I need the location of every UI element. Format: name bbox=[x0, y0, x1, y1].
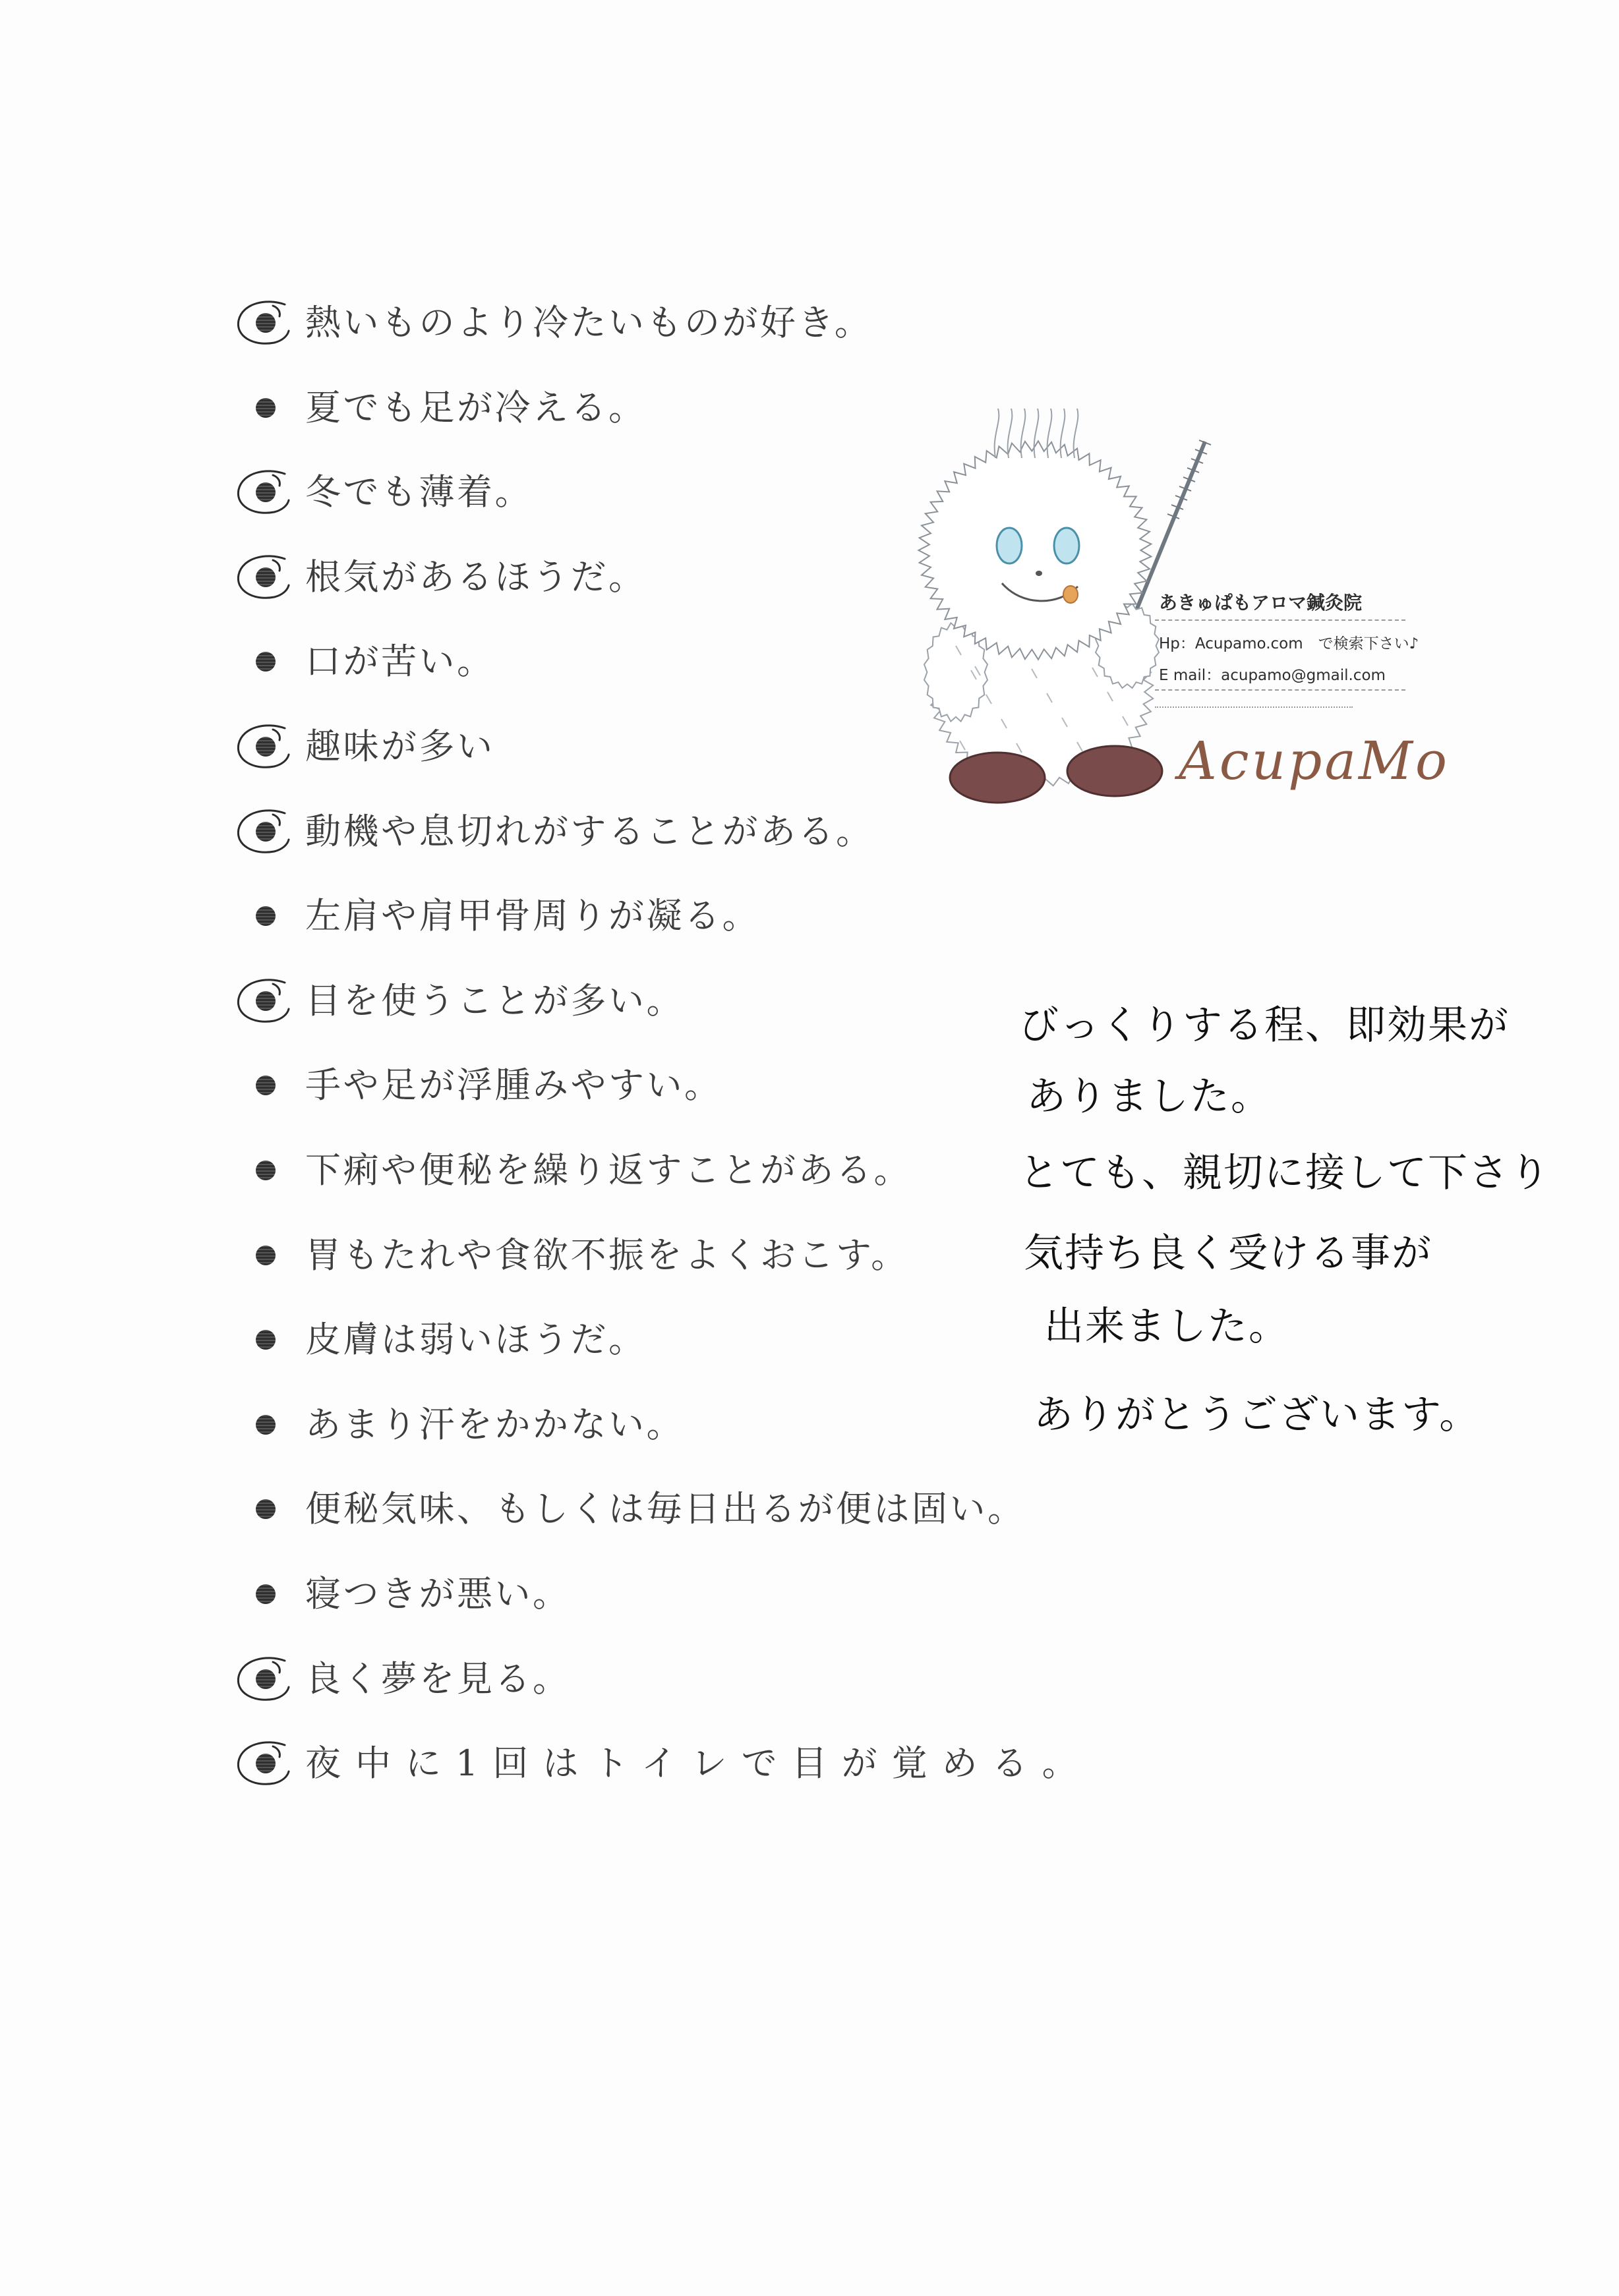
checklist-item-text: 熱いものより冷たいものが好き。 bbox=[305, 302, 873, 343]
mascot-foot bbox=[1067, 746, 1162, 796]
bullet-icon bbox=[256, 313, 276, 333]
checklist-item-text: 皮膚は弱いほうだ。 bbox=[305, 1319, 647, 1361]
mascot-eye bbox=[997, 528, 1022, 563]
bullet-icon bbox=[256, 1246, 276, 1265]
bullet-icon bbox=[256, 737, 276, 757]
bullet-icon bbox=[256, 1584, 276, 1604]
bullet-icon bbox=[256, 1076, 276, 1095]
bullet-icon bbox=[256, 567, 276, 587]
stamp-divider bbox=[1155, 619, 1405, 621]
bullet-icon bbox=[256, 1161, 276, 1180]
checklist-item-text: 口が苦い。 bbox=[305, 641, 495, 683]
checklist-item-text: 目を使うことが多い。 bbox=[305, 979, 684, 1021]
stamp-clinic-name: あきゅぱもアロマ鍼灸院 bbox=[1159, 592, 1363, 614]
mascot-tongue bbox=[1063, 586, 1078, 603]
checklist-row bbox=[224, 1721, 1213, 1806]
mascot-foot bbox=[950, 753, 1045, 803]
bullet-icon bbox=[256, 482, 276, 502]
checklist-row bbox=[224, 281, 1213, 366]
checklist-item-text: 手や足が浮腫みやすい。 bbox=[305, 1064, 722, 1106]
note-line: 出来ました。 bbox=[1044, 1304, 1289, 1350]
checklist-item-text: 動機や息切れがすることがある。 bbox=[305, 810, 874, 852]
checklist-item-text: 便秘気味、もしくは毎日出るが便は固い。 bbox=[305, 1488, 1026, 1530]
note-line: ありがとうございます。 bbox=[1034, 1392, 1481, 1438]
stamp-email: E mail：acupamo@gmail.com bbox=[1159, 667, 1386, 684]
note-line: ありました。 bbox=[1026, 1074, 1272, 1120]
checklist-row bbox=[224, 1467, 1213, 1552]
bullet-icon bbox=[256, 398, 276, 418]
checklist-row bbox=[224, 1637, 1213, 1722]
checklist-row bbox=[224, 874, 1213, 959]
checklist-item-text: あまり汗をかかない。 bbox=[305, 1403, 684, 1445]
checklist-item-text: 夏でも足が冷える。 bbox=[305, 386, 647, 428]
note-line: とても、親切に接して下さり bbox=[1019, 1150, 1550, 1196]
checklist-item-text: 下痢や便秘を繰り返すことがある。 bbox=[305, 1149, 912, 1191]
checklist-row bbox=[224, 1552, 1213, 1637]
mascot-nose bbox=[1036, 571, 1042, 576]
mascot-eye bbox=[1054, 528, 1079, 563]
checklist-item-text: 胃もたれや食欲不振をよくおこす。 bbox=[305, 1234, 909, 1276]
checklist-item-text: 根気があるほうだ。 bbox=[305, 556, 647, 598]
checklist-item-text: 冬でも薄着。 bbox=[305, 471, 533, 513]
checklist-item-text: 趣味が多い bbox=[305, 725, 495, 767]
stamp-website: Hp：Acupamo.com で検索下さい♪ bbox=[1159, 635, 1419, 652]
bullet-icon bbox=[256, 652, 276, 672]
stamp-signature: AcupaMo bbox=[1179, 730, 1450, 791]
note-line: びっくりする程、即効果が bbox=[1019, 1002, 1510, 1048]
bullet-icon bbox=[256, 991, 276, 1011]
checklist-item-text: 夜中に1回はトイレで目が覚める。 bbox=[305, 1742, 1092, 1785]
checklist-item-text: 左肩や肩甲骨周りが凝る。 bbox=[305, 895, 760, 937]
note-line: 気持ち良く受ける事が bbox=[1024, 1230, 1432, 1277]
bullet-icon bbox=[256, 1754, 276, 1773]
checklist-item-text: 良く夢を見る。 bbox=[305, 1657, 571, 1700]
stamp-divider bbox=[1155, 706, 1353, 708]
bullet-icon bbox=[256, 1669, 276, 1689]
checklist-item-text: 寝つきが悪い。 bbox=[305, 1572, 571, 1615]
bullet-icon bbox=[256, 906, 276, 926]
bullet-icon bbox=[256, 1330, 276, 1350]
bullet-icon bbox=[256, 822, 276, 842]
bullet-icon bbox=[256, 1415, 276, 1435]
stamp-divider bbox=[1155, 689, 1405, 691]
bullet-icon bbox=[256, 1499, 276, 1519]
